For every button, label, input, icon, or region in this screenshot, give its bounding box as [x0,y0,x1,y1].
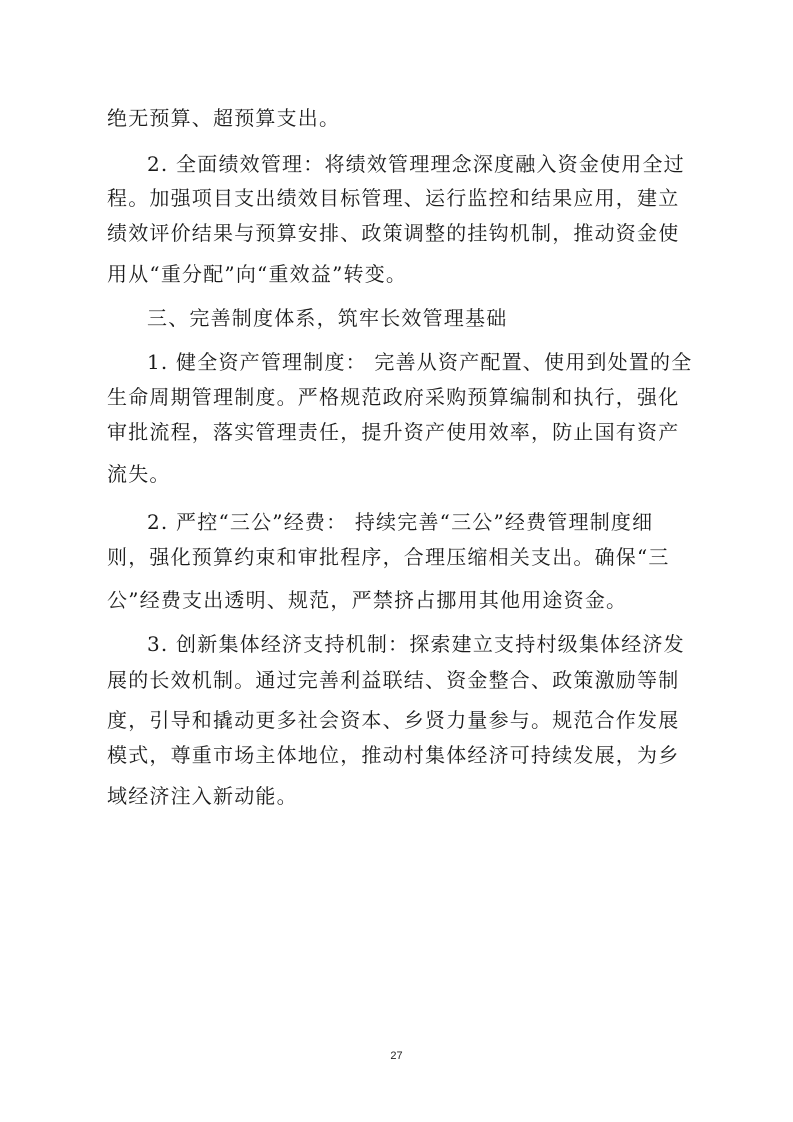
page-number: 27 [390,1050,403,1062]
text-line: 域经济注入新动能。 [107,784,298,808]
section-heading: 三、完善制度体系，筑牢长效管理基础 [147,306,508,330]
text-line: 展的长效机制。通过完善利益联结、资金整合、政策激励等制 [107,668,680,692]
text-line: 审批流程，落实管理责任，提升资产使用效率，防止国有资产 [107,420,680,444]
text-line: 度，引导和撬动更多社会资本、乡贤力量参与。规范合作发展 [107,708,680,732]
text-line: 公”经费支出透明、规范，严禁挤占挪用其他用途资金。 [107,588,628,612]
paragraph-1-assets: 1. 健全资产管理制度： 完善从资产配置、使用到处置的全 [147,350,693,374]
paragraph-2-three-expenses: 2. 严控“三公”经费： 持续完善“三公”经费管理制度细 [147,510,654,534]
text-line: 则，强化预算约束和审批程序，合理压缩相关支出。确保“三 [107,545,670,569]
text-line: 模式，尊重市场主体地位，推动村集体经济可持续发展，为乡 [107,743,680,767]
text-line: 绩效评价结果与预算安排、政策调整的挂钩机制，推动资金使 [107,221,680,245]
text-line: 程。加强项目支出绩效目标管理、运行监控和结果应用，建立 [107,186,680,210]
text-line: 流失。 [107,462,171,486]
text-line: 绝无预算、超预算支出。 [107,106,341,130]
paragraph-3-collective-economy: 3. 创新集体经济支持机制：探索建立支持村级集体经济发 [147,632,685,656]
text-line: 生命周期管理制度。严格规范政府采购预算编制和执行，强化 [107,385,680,409]
text-line: 用从“重分配”向“重效益”转变。 [107,262,408,286]
paragraph-2-performance: 2. 全面绩效管理：将绩效管理理念深度融入资金使用全过 [147,152,685,176]
